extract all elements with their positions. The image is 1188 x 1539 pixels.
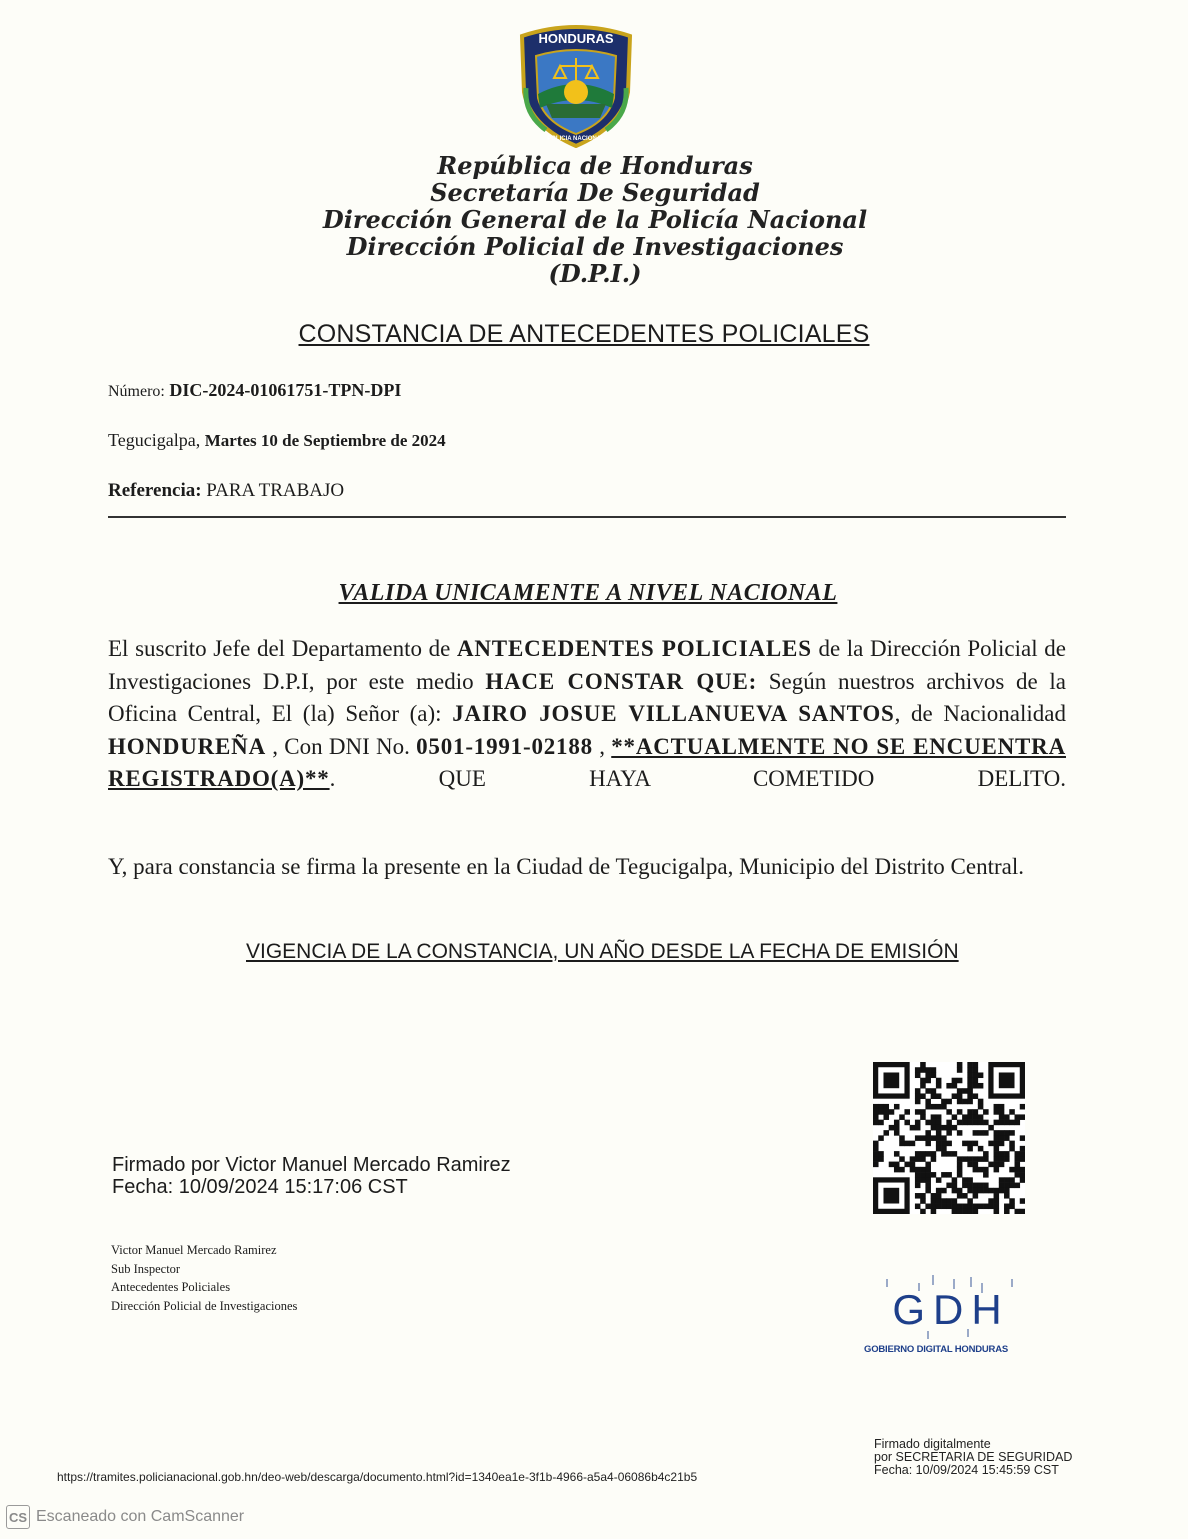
gdh-logo-text: GDH	[892, 1286, 1010, 1333]
verification-url: https://tramites.policianacional.gob.hn/deo-web/descarga/documento.html?id=1340ea1e-3f1b-4966-a5a4-06086b4c21b5	[57, 1470, 698, 1484]
p1-antecedentes: ANTECEDENTES POLICIALES	[456, 636, 812, 661]
header-line-republic: República de Honduras	[437, 151, 753, 180]
p1-text-g: , Con DNI No.	[265, 733, 417, 759]
signer-direction: Dirección Policial de Investigaciones	[111, 1298, 298, 1313]
document-place-date	[108, 430, 446, 451]
date-text: Martes 10 de Septiembre de 2024	[204, 431, 446, 450]
p1-text-f: , de Nacionalidad	[894, 701, 1066, 726]
signature-date: Fecha: 10/09/2024 15:17:06 CST	[112, 1176, 408, 1198]
p1-text-h: ,	[592, 733, 612, 759]
header-line-direction-general: Dirección General de la Policía Nacional	[322, 205, 868, 234]
header-line-dpi: Dirección Policial de Investigaciones	[346, 232, 844, 261]
validity-heading: VALIDA UNICAMENTE A NIVEL NACIONAL	[338, 580, 838, 606]
signer-details	[111, 1241, 297, 1315]
horizontal-divider	[108, 516, 1066, 518]
record-status: **ACTUALMENTE NO SE ENCUENTRA REGISTRADO(A)**	[108, 733, 1066, 791]
signed-by-text: Firmado por Victor Manuel Mercado Ramirez	[112, 1154, 511, 1176]
p1-hace-constar: HACE CONSTAR QUE:	[485, 668, 758, 694]
p1-text-e: Según nuestros archivos de la Oficina Central, El (la) Señor (a):	[108, 668, 1066, 726]
p1-text-a: El suscrito Jefe del Departamento de	[108, 636, 457, 661]
camscanner-footer	[6, 1505, 244, 1529]
header-line-secretariat: Secretaría De Seguridad	[430, 178, 760, 207]
numero-value: DIC-2024-01061751-TPN-DPI	[169, 380, 402, 400]
person-name: JAIRO JOSUE VILLANUEVA SANTOS	[452, 701, 895, 726]
camscanner-text: Escaneado con CamScanner	[36, 1508, 245, 1525]
digital-line-3: Fecha: 10/09/2024 15:45:59 CST	[874, 1463, 1059, 1477]
body-paragraph-2: Y, para constancia se firma la presente en la Ciudad de Tegucigalpa, Municipio del Distrito Central.	[108, 854, 1024, 879]
police-badge-icon	[516, 22, 636, 148]
document-number	[108, 380, 401, 401]
document-title: CONSTANCIA DE ANTECEDENTES POLICIALES	[298, 320, 870, 348]
digital-line-1: Firmado digitalmente	[874, 1437, 991, 1451]
referencia-label: Referencia:	[108, 480, 202, 501]
signature-block	[112, 1154, 511, 1198]
validity-period-note: VIGENCIA DE LA CONSTANCIA, UN AÑO DESDE LA FECHA DE EMISIÓN	[246, 940, 959, 963]
seal-top-text: HONDURAS	[538, 31, 614, 46]
qr-code	[873, 1062, 1025, 1214]
p1-text-i: . QUE HAYA COMETIDO DELITO.	[329, 766, 1066, 791]
dni-number: 0501-1991-02188	[416, 733, 593, 759]
digital-signature-stamp	[874, 1438, 1072, 1477]
numero-label: Número:	[108, 383, 165, 400]
gdh-caption: GOBIERNO DIGITAL HONDURAS	[864, 1344, 1009, 1355]
document-reference	[108, 480, 344, 502]
nationality: HONDUREÑA	[108, 733, 266, 759]
digital-line-2: por SECRETARIA DE SEGURIDAD	[874, 1450, 1073, 1464]
referencia-value: PARA TRABAJO	[206, 480, 345, 501]
seal-bottom-text: POLICIA NACIONAL	[547, 136, 605, 142]
signer-department: Antecedentes Policiales	[111, 1280, 231, 1294]
signer-rank: Sub Inspector	[111, 1261, 181, 1276]
signer-name: Victor Manuel Mercado Ramirez	[111, 1243, 277, 1257]
body-paragraph-1	[108, 633, 1066, 796]
camscanner-logo-icon: CS	[6, 1505, 30, 1529]
place-text: Tegucigalpa,	[108, 430, 201, 450]
p1-text-c: de la Dirección Policial de Investigaciones D.P.I, por este medio	[108, 636, 1066, 694]
header-line-dpi-abbrev: (D.P.I.)	[548, 259, 642, 288]
